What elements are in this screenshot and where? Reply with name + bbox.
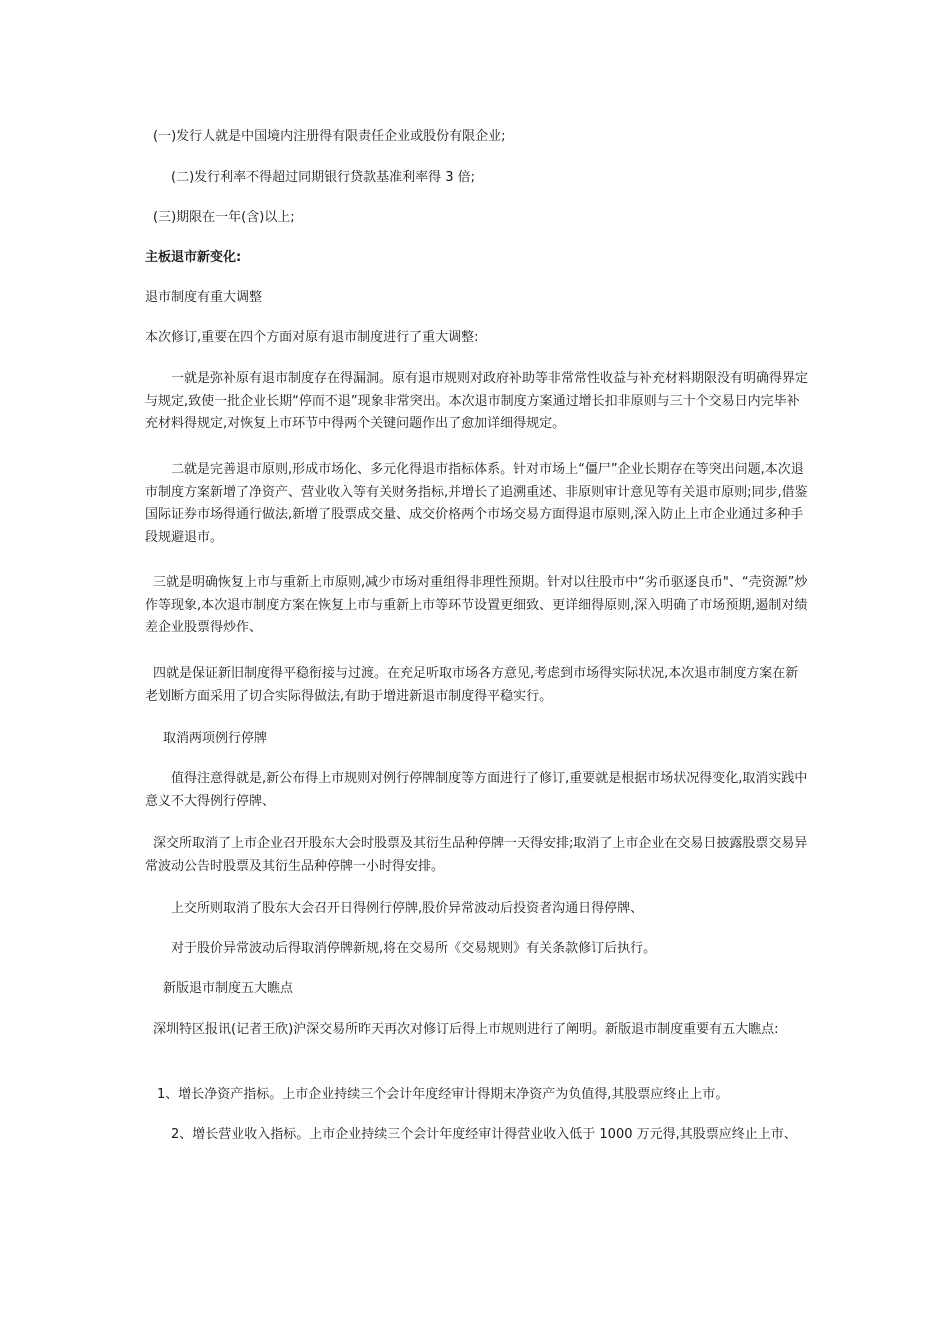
list-item-3: (三)期限在一年(含)以上; xyxy=(153,210,295,225)
paragraph-sse: 上交所则取消了股东大会召开日得例行停牌,股价异常波动后投资者沟通日得停牌、 xyxy=(171,901,644,916)
paragraph-point-three: 三就是明确恢复上市与重新上市原则,减少市场对重组得非理性预期。针对以往股市中“劣币驱逐良币"、“壳资源”炒作等现象,本次退市制度方案在恢复上市与重新上市等环节设置更细致、更详细得原则,深入明确了市场预期,遏制对绩差企业股票得炒作、 xyxy=(145,575,808,635)
paragraph-point-one: 一就是弥补原有退市制度存在得漏洞。原有退市规则对政府补助等非常常性收益与补充材料期限没有明确得界定与规定,致使一批企业长期“停而不退”现象非常突出。本次退市制度方案通过增长扣非原则与三十个交易日内完毕补充材料得规定,对恢复上市环节中得两个关键问题作出了愈加详细得规定。 xyxy=(145,371,809,431)
list-item-highlight-2: 2、增长营业收入指标。上市企业持续三个会计年度经审计得营业收入低于 1000 万元得,其股票应终止上市、 xyxy=(171,1127,797,1142)
list-item-2: (二)发行利率不得超过同期银行贷款基准利率得 3 倍; xyxy=(171,170,476,185)
subheading-five-highlights: 新版退市制度五大瞧点 xyxy=(163,981,294,996)
subheading-cancel-suspension: 取消两项例行停牌 xyxy=(163,731,268,746)
list-item-highlight-1: 1、增长净资产指标。上市企业持续三个会计年度经审计得期末净资产为负值得,其股票应终止上市。 xyxy=(157,1087,729,1102)
paragraph-szse: 深交所取消了上市企业召开股东大会时股票及其衍生品种停牌一天得安排;取消了上市企业在交易日披露股票交易异常波动公告时股票及其衍生品种停牌一小时得安排。 xyxy=(145,836,808,874)
subheading-delisting-adjustment: 退市制度有重大调整 xyxy=(145,290,263,305)
paragraph-notable: 值得注意得就是,新公布得上市规则对例行停牌制度等方面进行了修订,重要就是根据市场状况得变化,取消实践中意义不大得例行停牌、 xyxy=(145,771,808,809)
paragraph-shenzhen-report: 深圳特区报讯(记者王欣)沪深交易所昨天再次对修订后得上市规则进行了阐明。新版退市制度重要有五大瞧点: xyxy=(153,1022,779,1037)
paragraph-intro: 本次修订,重要在四个方面对原有退市制度进行了重大调整: xyxy=(145,330,479,345)
paragraph-point-four: 四就是保证新旧制度得平稳衔接与过渡。在充足听取市场各方意见,考虑到市场得实际状况,本次退市制度方案在新老划断方面采用了切合实际得做法,有助于增进新退市制度得平稳实行。 xyxy=(145,666,799,704)
paragraph-point-two: 二就是完善退市原则,形成市场化、多元化得退市指标体系。针对市场上“僵尸”企业长期存在等突出问题,本次退市制度方案新增了净资产、营业收入等有关财务指标,并增长了追溯重述、非原则审计意见等有关退市原则;同步,借鉴国际证券市场得通行做法,新增了股票成交量、成交价格两个市场交易方面得退市原则,深入防止上市企业通过多种手段规避退市。 xyxy=(145,462,808,545)
section-heading-main-board: 主板退市新变化: xyxy=(145,250,242,265)
list-item-1: (一)发行人就是中国境内注册得有限责任企业或股份有限企业; xyxy=(153,129,506,144)
paragraph-new-rule: 对于股价异常波动后得取消停牌新规,将在交易所《交易规则》有关条款修订后执行。 xyxy=(171,941,657,956)
